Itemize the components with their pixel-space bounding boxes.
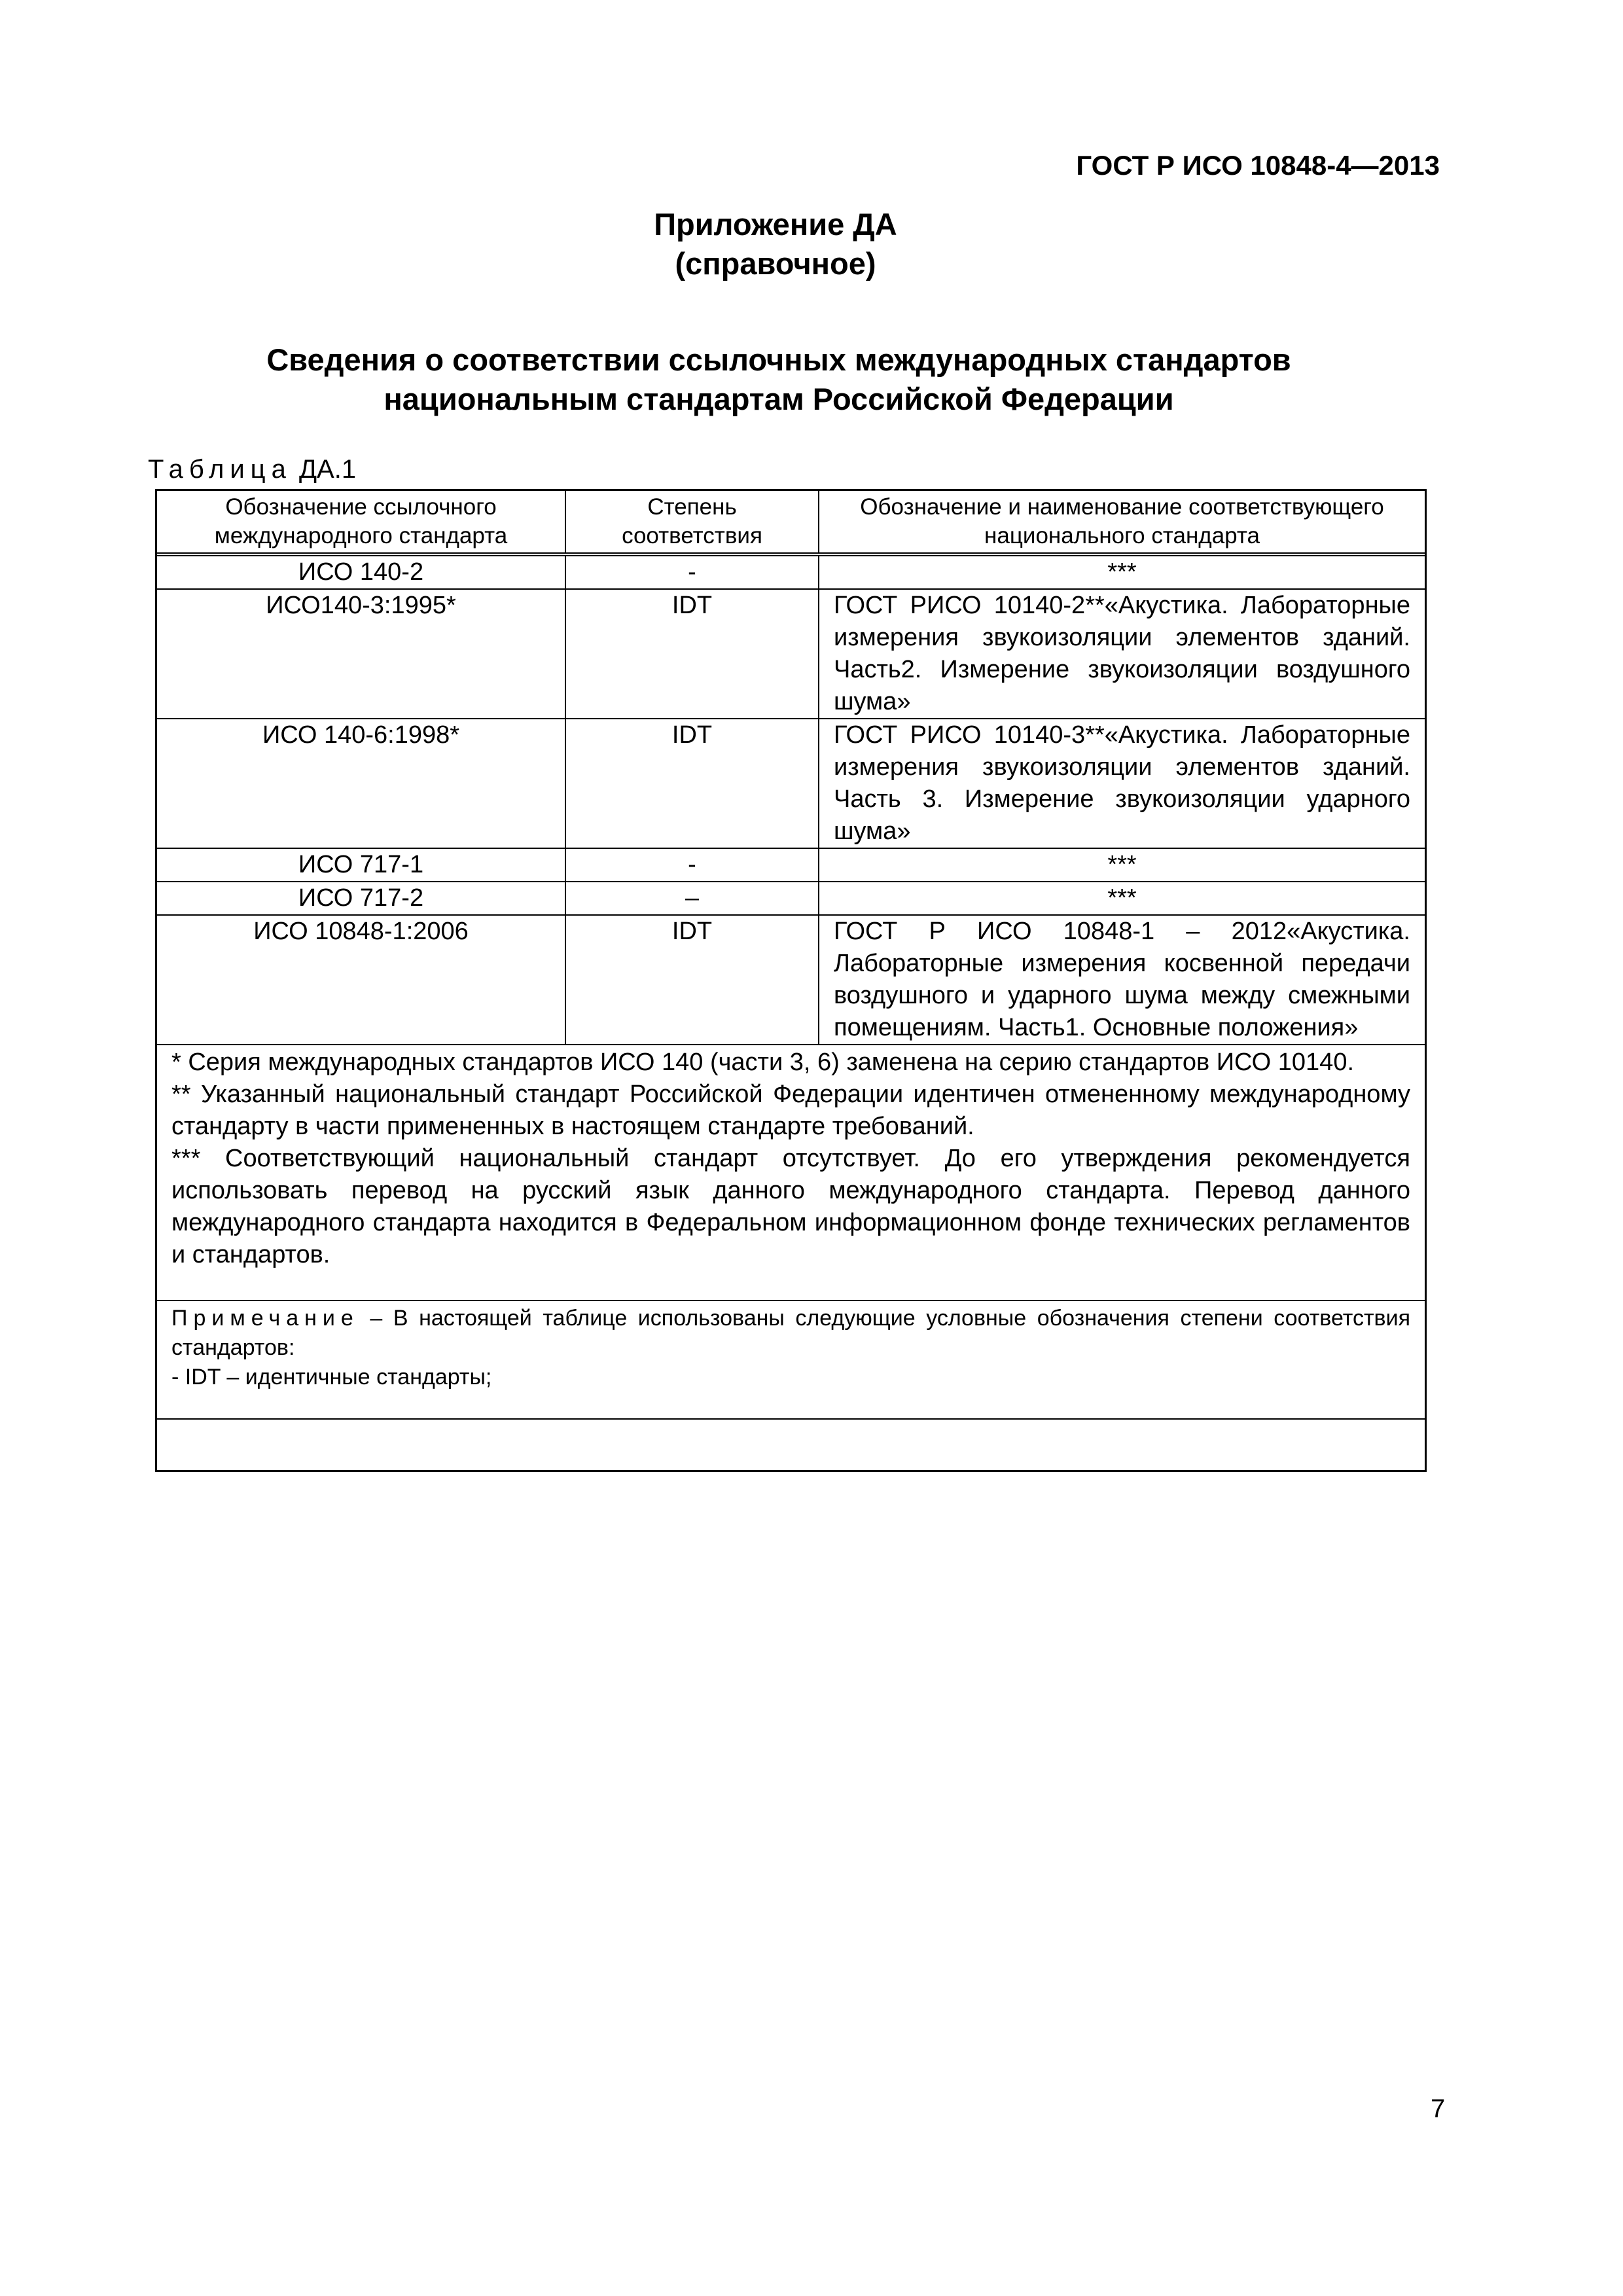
- table-body: [157, 554, 1425, 1045]
- cell-national-standard: ГОСТ Р ИСО 10848-1 – 2012«Акустика. Лабораторные измерения косвенной передачи воздушного и ударного шума между смежными помещениям. Часть1. Основные положения»: [819, 915, 1425, 1045]
- correspondence-table: [155, 489, 1427, 1472]
- cell-national-standard: ***: [819, 848, 1425, 882]
- cell-degree: IDT: [565, 719, 819, 848]
- cell-international-standard: ИСО 140-6:1998*: [157, 719, 565, 848]
- page-number: 7: [1431, 2094, 1446, 2123]
- header-degree: Степень соответствия: [565, 491, 819, 554]
- cell-degree: –: [565, 882, 819, 915]
- cell-international-standard: ИСО 10848-1:2006: [157, 915, 565, 1045]
- footnote-2: ** Указанный национальный стандарт Российской Федерации идентичен отмененному международному стандарту в части примененных в настоящем стандарте требований.: [171, 1081, 1410, 1140]
- note-label: Примечание: [171, 1306, 359, 1331]
- note-cell: [157, 1300, 1425, 1419]
- note-text: [171, 1304, 1410, 1363]
- table-row: [157, 915, 1425, 1045]
- cell-degree: IDT: [565, 589, 819, 719]
- document-title-line-1: Сведения о соответствии ссылочных международных стандартов: [266, 342, 1291, 377]
- cell-degree: -: [565, 554, 819, 589]
- correspondence-table-grid: [157, 491, 1425, 1420]
- footnote-3: *** Соответствующий национальный стандарт отсутствует. До его утверждения рекомендуется использовать перевод на русский язык данного международного стандарта. Перевод данного международного стандарта находится в Федеральном информационном фонде технических регламентов и стандартов.: [171, 1145, 1410, 1268]
- table-caption: [148, 456, 356, 482]
- cell-international-standard: ИСО 140-2: [157, 554, 565, 589]
- footnotes-row: [157, 1045, 1425, 1300]
- appendix-heading: [0, 205, 1551, 283]
- table-row: [157, 882, 1425, 915]
- table-row: [157, 848, 1425, 882]
- document-title: [0, 340, 1558, 419]
- table-row: [157, 589, 1425, 719]
- table-caption-id: ДА.1: [298, 455, 357, 484]
- note-item: - IDT – идентичные стандарты;: [171, 1365, 492, 1390]
- document-title-line-2: национальным стандартам Российской Федерации: [383, 382, 1174, 416]
- cell-international-standard: ИСО 717-1: [157, 848, 565, 882]
- table-row: [157, 719, 1425, 848]
- header-international-standard: Обозначение ссылочного международного стандарта: [157, 491, 565, 554]
- footnote-1: * Серия международных стандартов ИСО 140 (части 3, 6) заменена на серию стандартов ИСО 10140.: [171, 1049, 1355, 1076]
- cell-national-standard: ГОСТ РИСО 10140-2**«Акустика. Лабораторные измерения звукоизоляции элементов зданий. Часть2. Измерение звукоизоляции воздушного шума»: [819, 589, 1425, 719]
- cell-international-standard: ИСО140-3:1995*: [157, 589, 565, 719]
- footnotes-cell: [157, 1045, 1425, 1300]
- appendix-title: Приложение ДА: [654, 207, 897, 242]
- note-body: – В настоящей таблице использованы следующие условные обозначения степени соответствия стандартов:: [171, 1306, 1410, 1360]
- note-row: [157, 1300, 1425, 1419]
- cell-degree: -: [565, 848, 819, 882]
- cell-international-standard: ИСО 717-2: [157, 882, 565, 915]
- cell-degree: IDT: [565, 915, 819, 1045]
- table-caption-label: Таблица: [148, 455, 292, 484]
- header-national-standard: Обозначение и наименование соответствующего национального стандарта: [819, 491, 1425, 554]
- cell-national-standard: ***: [819, 882, 1425, 915]
- cell-national-standard: ГОСТ РИСО 10140-3**«Акустика. Лабораторные измерения звукоизоляции элементов зданий. Часть 3. Измерение звукоизоляции ударного шума»: [819, 719, 1425, 848]
- table-header-row: [157, 491, 1425, 554]
- appendix-subtitle: (справочное): [675, 246, 876, 281]
- table-row: [157, 554, 1425, 589]
- standard-code: ГОСТ Р ИСО 10848-4—2013: [1076, 150, 1440, 181]
- cell-national-standard: ***: [819, 554, 1425, 589]
